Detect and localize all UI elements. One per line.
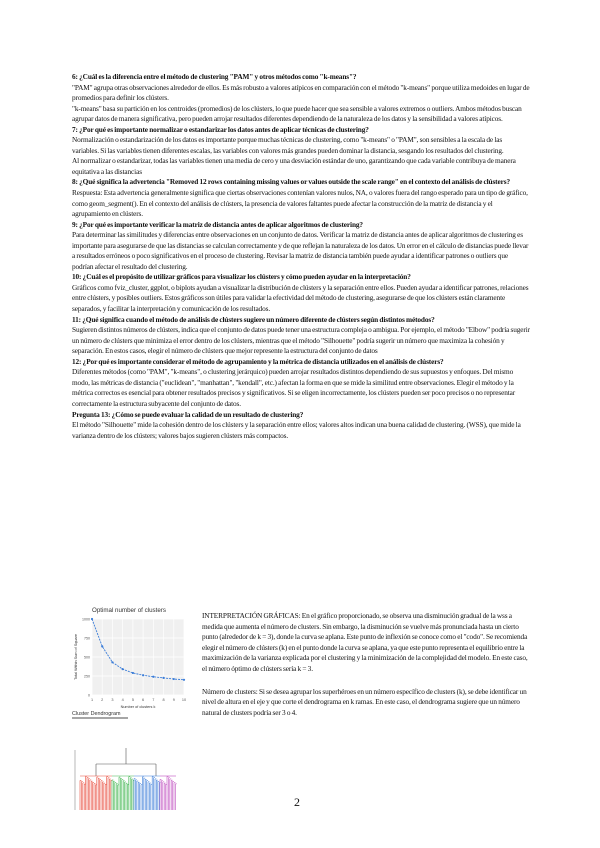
- dendrogram-caption: Cluster Dendrogram: [72, 711, 121, 717]
- x-tick-label: 9: [172, 698, 175, 702]
- dendrogram-svg: [72, 740, 180, 820]
- x-axis-label: Number of clusters k: [120, 705, 156, 709]
- y-tick-label: 250: [84, 674, 90, 679]
- interpretation-clusters: Número de clusters: Si se desea agrupar los superhéroes en un número específico de clusters (k), se debe identificar un nivel de altura en el eje y que corte el dendrograma en k ramas. En este caso, el dendrograma sugiere que un número natural de clusters podría ser 3 o 4.: [202, 686, 527, 717]
- question-heading: 6: ¿Cuál es la diferencia entre el método de clustering "PAM" y otros métodos como "k-means"?: [72, 72, 357, 81]
- data-point: [152, 676, 154, 678]
- page-number: 2: [294, 795, 300, 809]
- answer-paragraph: Respuesta: Esta advertencia generalmente significa que ciertas observaciones contenían valores nulos, NA, o valores fuera del rango esperado para un tipo de gráfico, como geom_segment(). En el contexto del análisis de clústers, la presencia de valores faltantes puede afectar la construcción de la matriz de distancia y el agrupamiento en clústers.: [72, 188, 528, 219]
- chart-title: Optimal number of clusters: [92, 607, 166, 614]
- data-point: [142, 674, 144, 676]
- data-point: [91, 618, 93, 620]
- elbow-chart-svg: [72, 603, 192, 721]
- question-heading: 10: ¿Cuál es el propósito de utilizar gráficos para visualizar los clústers y cómo pueden ayudar en la interpretación?: [72, 272, 411, 282]
- question-heading: 8: ¿Qué significa la advertencia "Removed 12 rows containing missing values or values outside the scale range" en el contexto del análisis de clústers?: [72, 177, 510, 187]
- answer-paragraph: "PAM" agrupa otras observaciones alrededor de ellos. Es más robusto a valores atípicos en comparación con el método "k-means" porque utiliza medoides en lugar de promedios para definir los clústers.: [72, 82, 530, 103]
- answer-paragraph: Normalización o estandarización de los datos es importante porque muchas técnicas de clustering, como "k-means" o "PAM", son sensibles a la escala de las variables. Si las variables tienen diferentes escalas, las variables con valores más grandes pueden dominar la distancia, sesgando los resultados del clustering.: [72, 135, 504, 155]
- x-tick-label: 5: [131, 698, 134, 702]
- x-tick-label: 4: [121, 698, 124, 702]
- data-point: [183, 679, 185, 681]
- x-tick-label: 1: [90, 698, 94, 702]
- y-tick-label: 1000: [82, 617, 90, 622]
- data-point: [111, 661, 113, 663]
- answer-paragraph: Diferentes métodos (como "PAM", "k-means", o clustering jerárquico) pueden arrojar resultados distintos dependiendo de sus supuestos y enfoques. Del mismo modo, las métricas de distancia ("euclidean", "manhattan", "kendall", etc.) afectan la forma en que se mide la similitud entre observaciones. Elegir el método y la métrica correctos es esencial para obtener resultados precisos y significativos. Si se eligen incorrectamente, los clústers pueden ser poco precisos o no representar correctamente la estructura subyacente del conjunto de datos.: [72, 367, 516, 408]
- x-tick-label: 6: [142, 698, 145, 702]
- question-heading: 12: ¿Por qué es importante considerar el método de agrupamiento y la métrica de distancia utilizados en el análisis de clústers?: [72, 356, 444, 366]
- y-tick-label: 500: [84, 655, 90, 660]
- interpretation: [202, 611, 530, 730]
- answer-paragraph: El método "Silhouette" mide la cohesión dentro de los clústers y la separación entre ellos; valores altos indican una buena calidad de clustering. (WSS), que mide la varianza dentro de los clústers; valores bajos sugieren clústers más compactos.: [72, 420, 521, 440]
- x-tick-label: 8: [162, 698, 165, 702]
- y-tick-label: 750: [84, 636, 90, 641]
- data-point: [132, 672, 134, 674]
- elbow-chart: [72, 603, 192, 721]
- x-tick-label: 10: [181, 698, 187, 702]
- data-point: [122, 668, 124, 670]
- answer-paragraph: "k-means" basa su partición en los centroides (promedios) de los clústers, lo que puede hacer que sea sensible a valores extremos o outliers. Ambos métodos buscan agrupar datos de manera significativa, pero pueden arrojar resultados diferentes dependiendo de la naturaleza de los datos y la sensibilidad a valores atípicos.: [72, 103, 522, 124]
- dendrogram-figure: [72, 740, 180, 820]
- x-tick-label: 3: [111, 698, 114, 702]
- question-heading: 11: ¿Qué significa cuando el método de análisis de clústers sugiere un número diferente de clústers según distintos métodos?: [72, 314, 435, 324]
- answer-paragraph: Al normalizar o estandarizar, todas las variables tienen una media de cero y una desviación estándar de uno, garantizando que cada variable contribuya de manera equitativa a las distancias: [72, 156, 516, 176]
- x-tick-label: 2: [101, 698, 104, 702]
- question-heading: 7: ¿Por qué es importante normalizar o estandarizar los datos antes de aplicar técnicas de clustering?: [72, 124, 369, 134]
- answer-paragraph: Para determinar las similitudes y diferencias entre observaciones en un conjunto de datos. Verificar la matriz de distancia antes de aplicar algoritmos de clustering es importante para asegurarse de que las distancias se calculan correctamente y de que reflejan la naturaleza de los datos. Un error en el cálculo de distancias puede llevar a resultados erróneos o poco significativos en el proceso de clustering. Revisar la matriz de distancia también puede ayudar a identificar patrones o outliers que podrían afectar el resultado del clustering.: [72, 230, 529, 271]
- question-heading: 9: ¿Por qué es importante verificar la matriz de distancia antes de aplicar algoritmos de clustering?: [72, 219, 363, 229]
- data-point: [101, 645, 103, 647]
- data-point: [162, 677, 164, 679]
- x-tick-label: 7: [152, 698, 155, 702]
- bottom-section: [72, 603, 532, 763]
- data-point: [173, 678, 175, 680]
- y-axis-label: Total Within Sum of Square: [74, 633, 78, 681]
- question-heading: Pregunta 13: ¿Cómo se puede evaluar la calidad de un resultado de clustering?: [72, 409, 304, 419]
- answer-paragraph: Gráficos como fviz_cluster, ggplot, o biplots ayudan a visualizar la distribución de clústers y la separación entre ellos. Pueden ayudar a identificar patrones, relaciones entre clústers, y posibles outliers. Estos gráficos son útiles para validar la efectividad del método de clustering, asegurarse de que los clústers están claramente separados, y facilitar la interpretación y comunicación de los resultados.: [72, 282, 529, 314]
- interpretation-graphs: INTERPRETACIÓN GRÁFICAS: En el gráfico proporcionado, se observa una disminución gradual de la wss a medida que aumenta el número de clusters. Sin embargo, la disminución se vuelve más pronunciada hasta un cierto punto (alrededor de k = 3), donde la curva se aplana. Este punto de inflexión se conoce como el "codo". Se recomienda elegir el número de clústers (k) en el punto donde la curva se aplana, ya que este punto representa el equilibrio entre la maximización de la varianza explicada por el clustering y la minimización de la complejidad del modelo. En este caso, el número óptimo de clústers sería k = 3.: [202, 611, 528, 673]
- answer-paragraph: Sugieren distintos números de clústers, indica que el conjunto de datos puede tener una estructura compleja o ambigua. Por ejemplo, el método "Elbow" podría sugerir un número de clústers que minimiza el error dentro de los clústers, mientras que el método "Silhouette" podría sugerir un número que maximiza la cohesión y separación. En estos casos, elegir el número de clústers que mejor represente la estructura del conjunto de datos: [72, 325, 530, 356]
- qa-content: [72, 72, 530, 441]
- y-tick-label: 0: [88, 693, 90, 698]
